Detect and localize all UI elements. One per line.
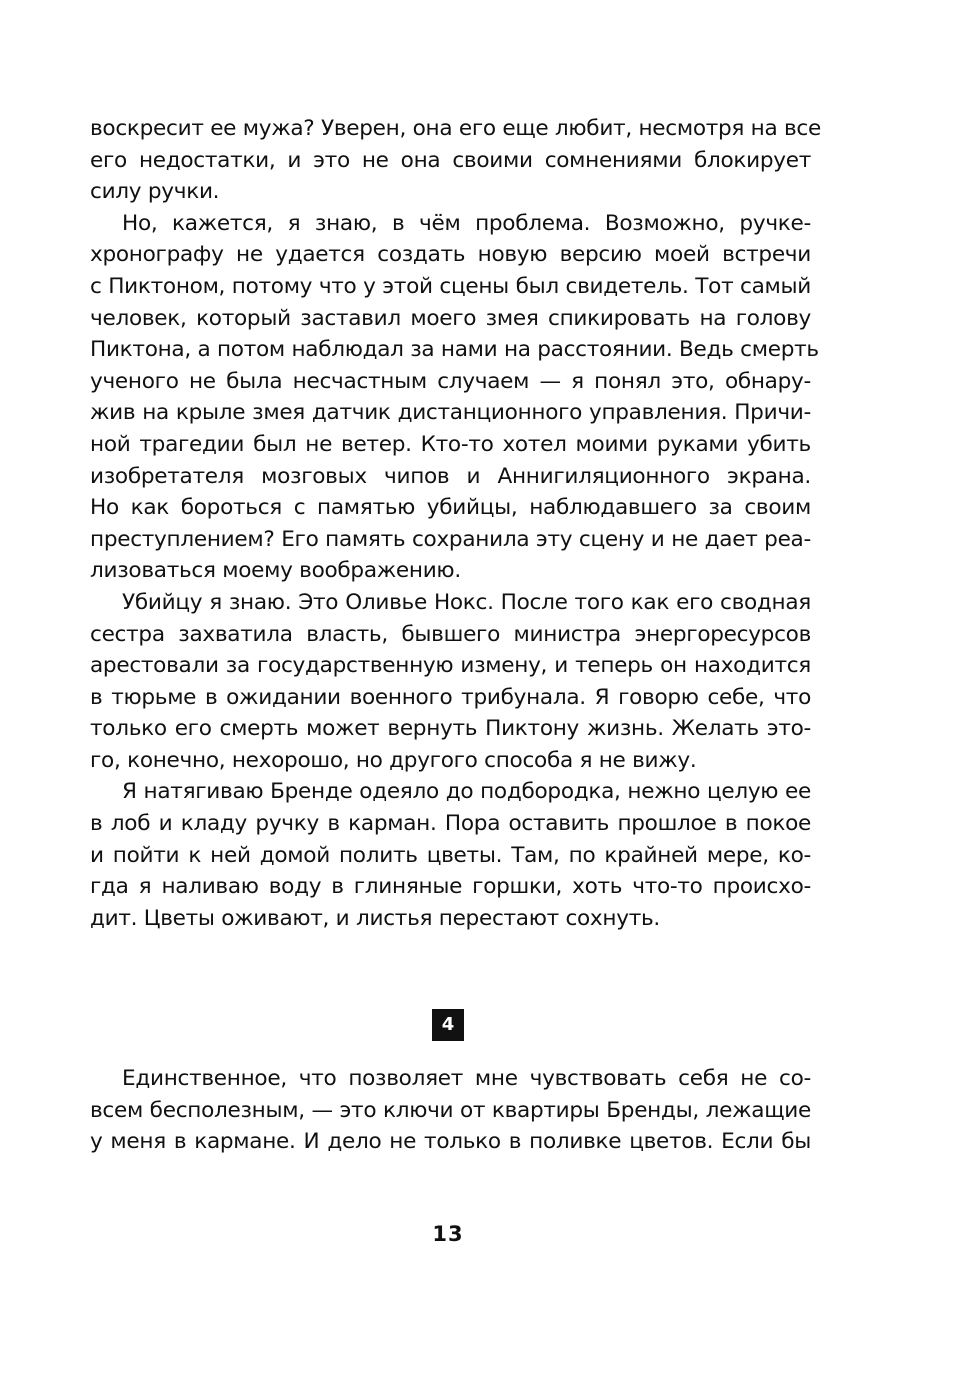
text-line: преступлением? Его память сохранила эту сцену и не дает реа- [90, 526, 811, 552]
text-line: только его смерть может вернуть Пиктону жизнь. Желать это- [90, 716, 811, 742]
page-number: 13 [432, 1222, 464, 1246]
text-line: у меня в кармане. И дело не только в поливке цветов. Если бы [90, 1129, 811, 1155]
text-line: в лоб и кладу ручку в карман. Пора оставить прошлое в покое [90, 811, 811, 837]
text-line: Я натягиваю Бренде одеяло до подбородка, нежно целую ее [122, 779, 811, 805]
text-line: силу ручки. [90, 179, 220, 205]
text-line: воскресит ее мужа? Уверен, она его еще любит, несмотря на все [90, 116, 821, 141]
text-line: Но как бороться с памятью убийцы, наблюдавшего за своим [90, 495, 811, 521]
text-line: его недостатки, и это не она своими сомнениями блокирует [90, 147, 811, 173]
text-line: ученого не была несчастным случаем — я понял это, обнару- [90, 368, 811, 394]
chapter-number-badge: 4 [432, 1009, 464, 1041]
text-line: Но, кажется, я знаю, в чём проблема. Возможно, ручке- [122, 210, 811, 236]
text-line: жив на крыле змея датчик дистанционного управления. Причи- [90, 400, 811, 426]
text-line: го, конечно, нехорошо, но другого способа я не вижу. [90, 747, 697, 773]
text-line: арестовали за государственную измену, и теперь он находится [90, 653, 811, 679]
text-line: изобретателя мозговых чипов и Аннигиляционного экрана. [90, 463, 811, 489]
text-line: и пойти к ней домой полить цветы. Там, по крайней мере, ко- [90, 842, 811, 868]
text-line: хронографу не удается создать новую версию моей встречи [90, 242, 811, 268]
text-line: Убийцу я знаю. Это Оливье Нокс. После того как его сводная [122, 589, 811, 615]
text-line: Пиктона, а потом наблюдал за нами на расстоянии. Ведь смерть [90, 337, 819, 363]
text-line: человек, который заставил моего змея спикировать на голову [90, 305, 811, 331]
text-line: Единственное, что позволяет мне чувствовать себя не со- [122, 1066, 811, 1091]
text-line: гда я наливаю воду в глиняные горшки, хоть что-то происхо- [90, 874, 811, 900]
text-line: дит. Цветы оживают, и листья перестают сохнуть. [90, 905, 660, 931]
text-line: ной трагедии был не ветер. Кто-то хотел моими руками убить [90, 431, 811, 457]
text-line: в тюрьме в ожидании военного трибунала. Я говорю себе, что [90, 684, 811, 710]
text-section-after-chapter [90, 1063, 811, 1158]
text-section-before-chapter [90, 113, 821, 934]
text-line: с Пиктоном, потому что у этой сцены был свидетель. Тот самый [90, 273, 811, 299]
text-line: всем бесполезным, — это ключи от квартиры Бренды, лежащие [90, 1097, 811, 1123]
text-line: лизоваться моему воображению. [90, 558, 461, 584]
text-line: сестра захватила власть, бывшего министра энергоресурсов [90, 621, 811, 647]
